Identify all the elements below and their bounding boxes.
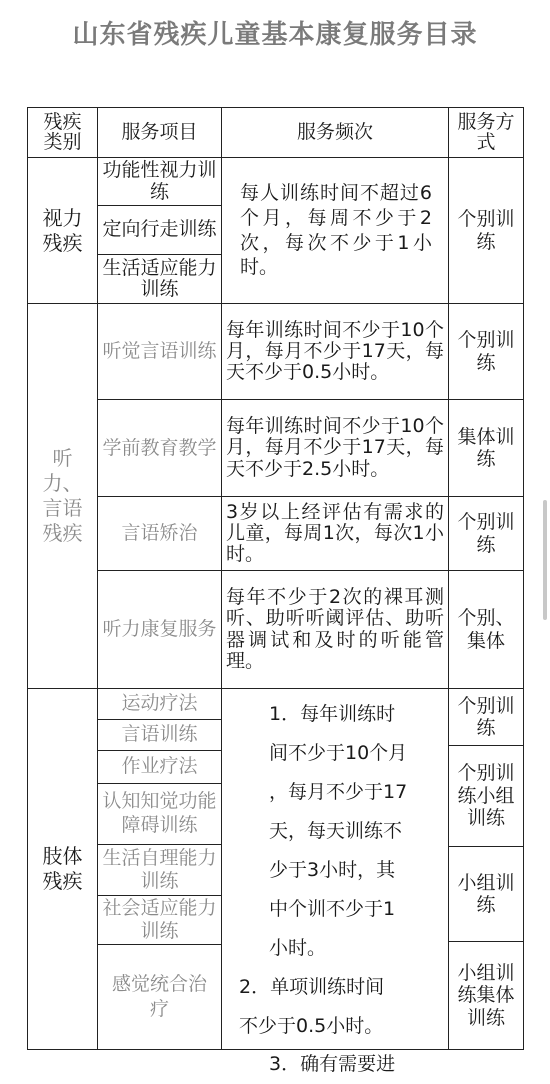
limb-frequency-line: ，每月不少于17 [269, 780, 408, 803]
hearing-mode-4: 个别、集体 [448, 570, 524, 689]
limb-frequency-line: 不少于0.5小时。 [239, 1014, 384, 1037]
hearing-frequency-1: 每年训练时间不少于10个月，每月不少于17天，每天不少于0.5小时。 [221, 303, 449, 400]
hearing-item-1: 听觉言语训练 [97, 303, 222, 400]
hearing-frequency-2: 每年训练时间不少于10个月，每月不少于17天，每天不少于2.5小时。 [221, 399, 449, 497]
limb-frequency-line: 3．确有需要进 [269, 1053, 396, 1076]
limb-item-5: 生活自理能力训练 [97, 844, 222, 896]
limb-mode-4: 小组训练集体训练 [448, 941, 524, 1050]
limb-item-2: 言语训练 [97, 719, 222, 751]
vision-item-1: 功能性视力训练 [97, 157, 222, 206]
limb-frequency-line: 中个训不少于1 [269, 897, 396, 920]
limb-mode-1: 个别训练 [448, 688, 524, 746]
vision-mode: 个别训练 [448, 157, 524, 304]
category-vision: 视力残疾 [27, 157, 98, 304]
hearing-frequency-3: 3岁以上经评估有需求的儿童，每周1次，每次1小时。 [221, 496, 449, 571]
hearing-mode-1: 个别训练 [448, 303, 524, 400]
limb-frequency-line: 间不少于10个月 [269, 741, 408, 764]
hearing-mode-3: 个别训练 [448, 496, 524, 571]
header-category: 残疾类别 [27, 107, 98, 158]
limb-item-3: 作业疗法 [97, 750, 222, 784]
vision-frequency: 每人训练时间不超过6个月，每周不少于2次，每次不少于1小时。 [221, 157, 449, 304]
hearing-item-3: 言语矫治 [97, 496, 222, 571]
vision-item-2: 定向行走训练 [97, 205, 222, 255]
category-hearing: 听力、言语残疾 [27, 303, 98, 689]
vision-item-3: 生活适应能力训练 [97, 254, 222, 304]
limb-frequency-line: 少于3小时，其 [269, 858, 396, 881]
page-title: 山东省残疾儿童基本康复服务目录 [72, 20, 478, 50]
hearing-mode-2: 集体训练 [448, 399, 524, 497]
header-frequency: 服务频次 [221, 107, 449, 158]
limb-frequency-line: 小时。 [269, 936, 327, 959]
hearing-frequency-4: 每年不少于2次的裸耳测听、助听听阈评估、助听器调试和及时的听能管理。 [221, 570, 449, 689]
limb-item-1: 运动疗法 [97, 688, 222, 720]
limb-frequency [221, 688, 449, 1076]
limb-mode-2: 个别训练小组训练 [448, 745, 524, 847]
hearing-item-4: 听力康复服务 [97, 570, 222, 689]
header-item: 服务项目 [97, 107, 222, 158]
limb-frequency-line: 天，每天训练不 [269, 819, 403, 842]
limb-item-4: 认知知觉功能障碍训练 [97, 783, 222, 845]
scrollbar-thumb[interactable] [543, 500, 547, 620]
hearing-item-2: 学前教育教学 [97, 399, 222, 497]
limb-frequency-line: 1．每年训练时 [269, 703, 396, 725]
limb-mode-3: 小组训练 [448, 846, 524, 942]
limb-item-6: 社会适应能力训练 [97, 895, 222, 945]
limb-item-7: 感觉统合治疗 [97, 944, 222, 1050]
limb-frequency-line: 2．单项训练时间 [239, 975, 385, 998]
category-limb: 肢体残疾 [27, 688, 98, 1050]
header-mode: 服务方式 [448, 107, 524, 158]
